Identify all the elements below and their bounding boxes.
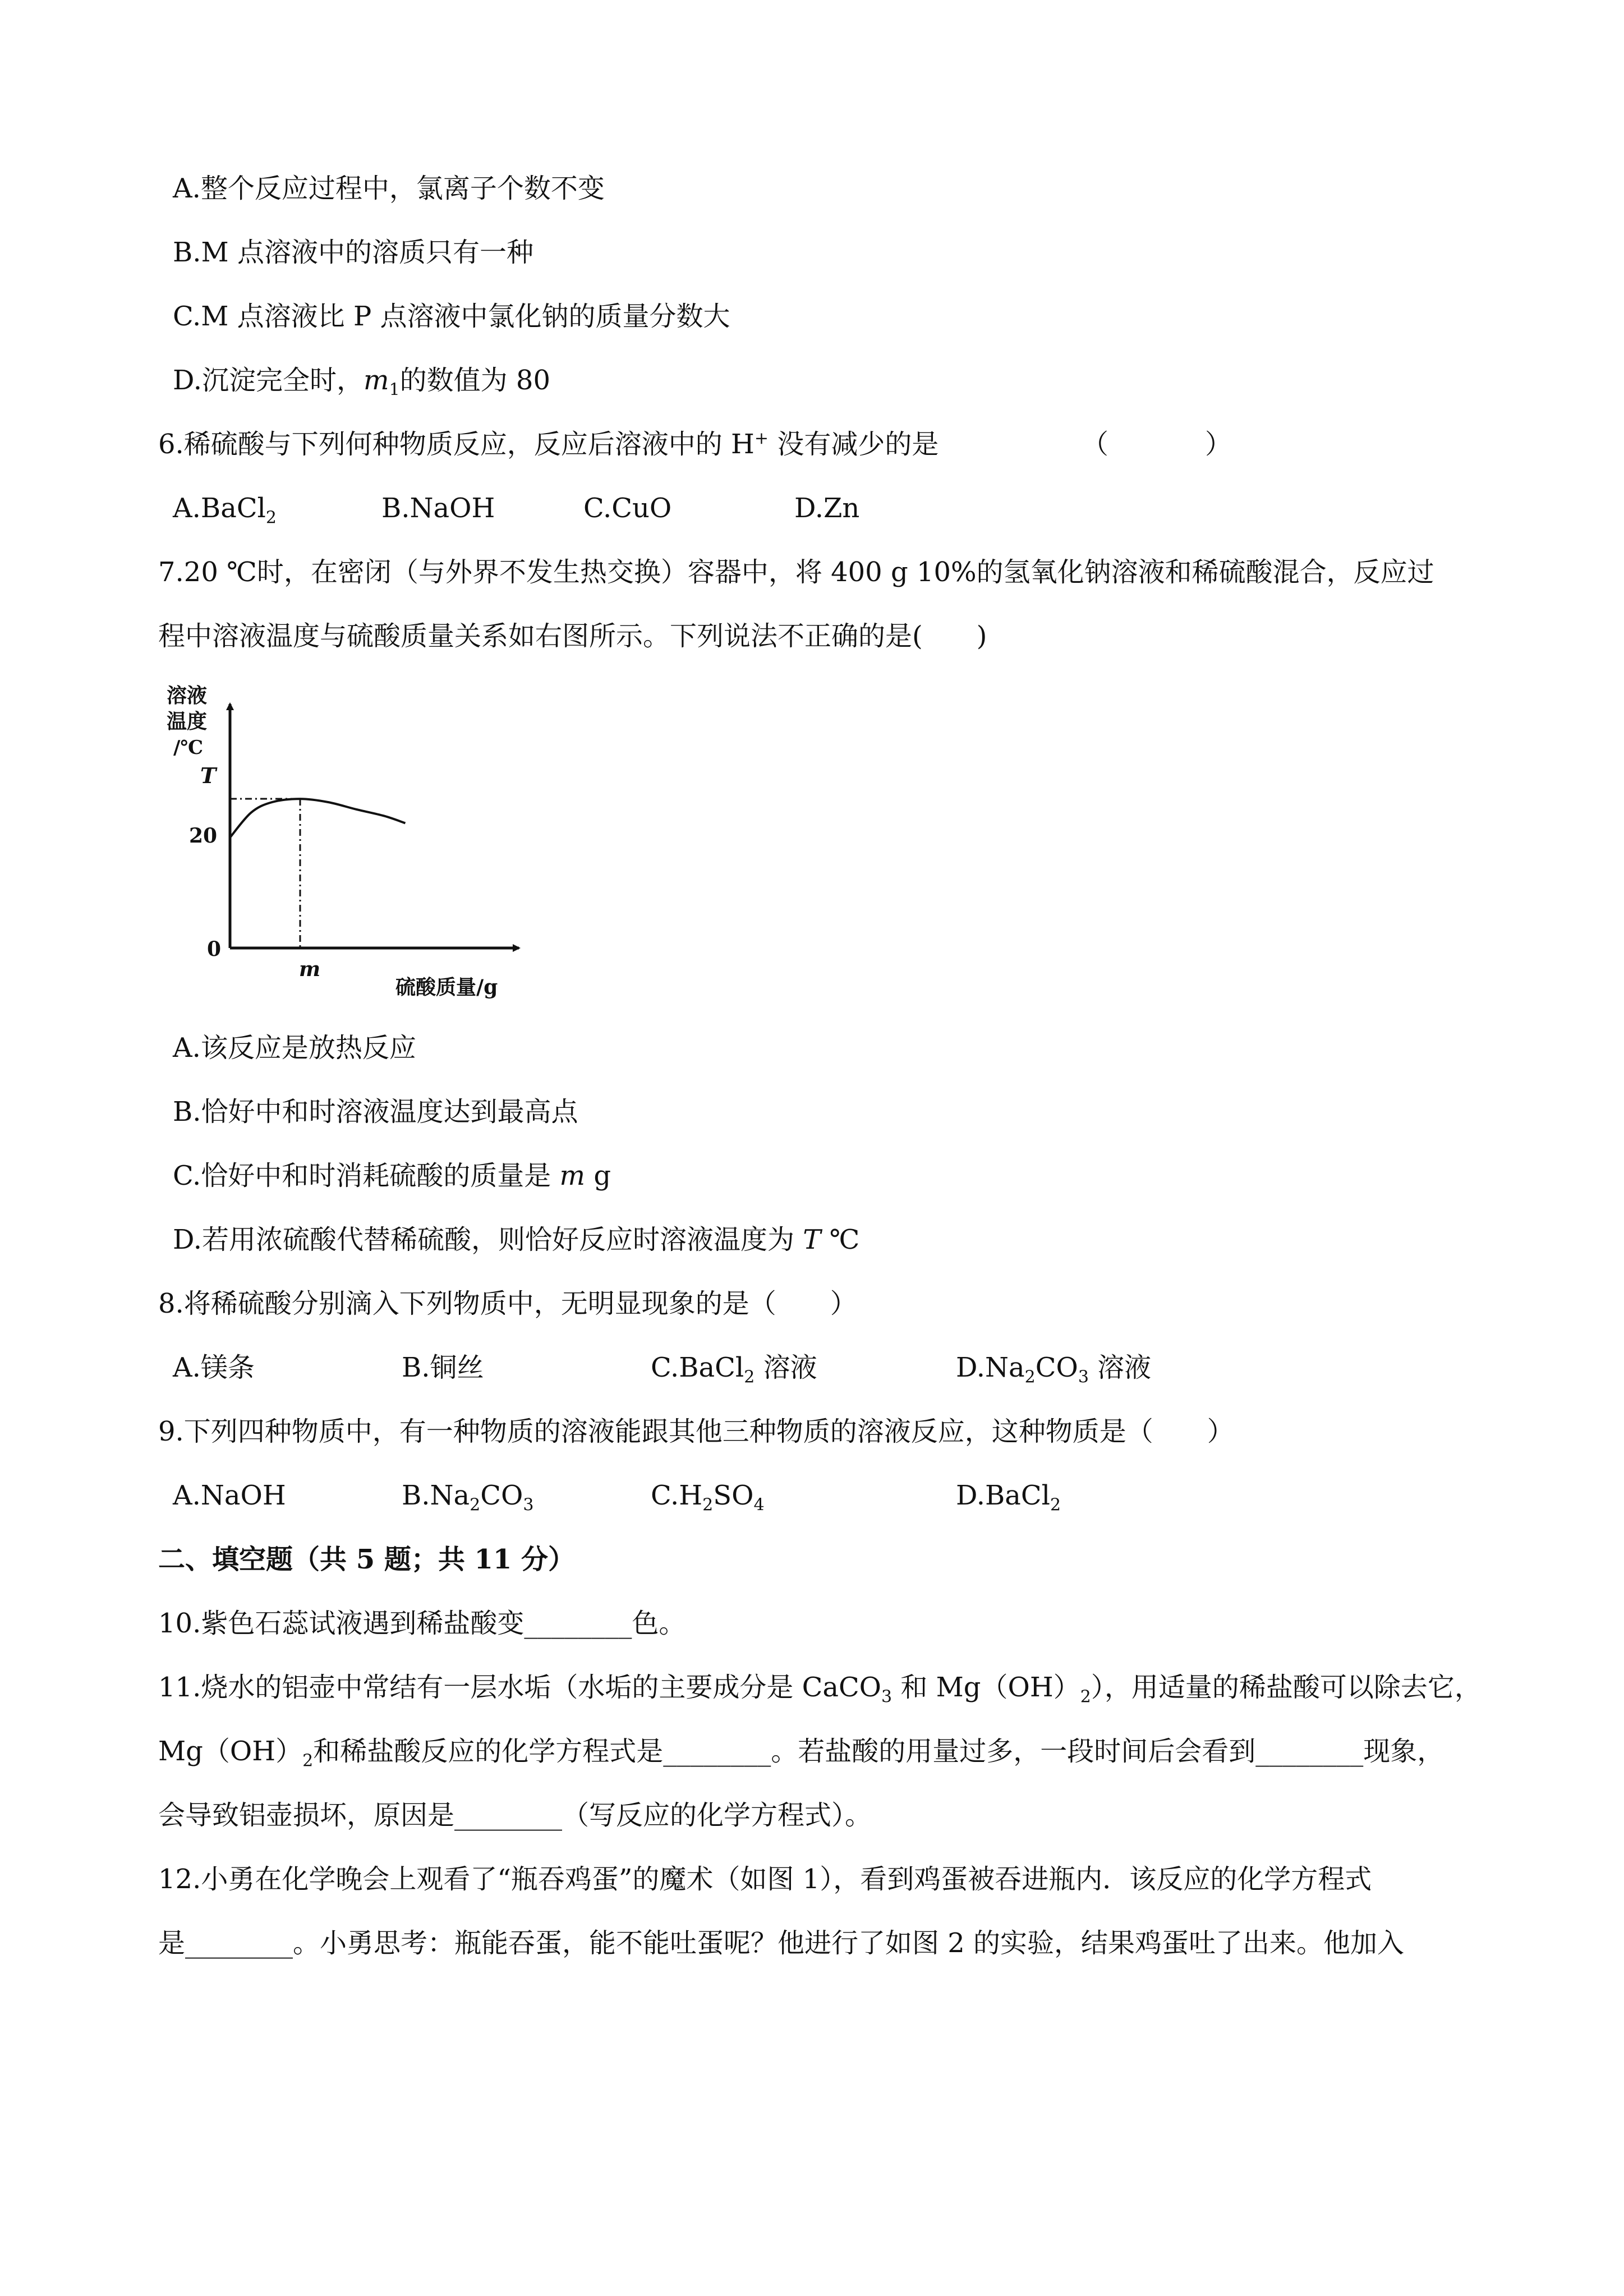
y-axis-label-1: 溶液 [167, 684, 208, 707]
q8-option-d-sub1: 2 [1024, 1367, 1036, 1387]
q11-line-2 [158, 1734, 1444, 1771]
q11-line-2-sub: 2 [302, 1751, 314, 1771]
q11-line-1-sub2: 2 [1080, 1687, 1091, 1707]
temperature-chart [160, 679, 530, 1004]
q6-options [0, 491, 1624, 528]
q9-options [0, 1479, 1624, 1515]
q8-option-a: A.镁条 [173, 1352, 255, 1383]
temperature-curve [230, 799, 406, 838]
q5-option-c-text: C.M 点溶液比 P 点溶液中氯化钠的质量分数大 [173, 301, 730, 332]
q9-option-c-sub2: 4 [753, 1495, 765, 1515]
q7-option-b: B.恰好中和时溶液温度达到最高点 [173, 1096, 578, 1128]
q5-option-d-pre: D.沉淀完全时， [173, 365, 364, 396]
q8-option-c [651, 1351, 817, 1387]
q11-line-1-pre: 11.烧水的铝壶中常结有一层水垢（水垢的主要成分是 CaCO [158, 1672, 882, 1703]
q11-line-1 [158, 1671, 1482, 1707]
q6-option-b: B.NaOH [381, 493, 495, 524]
q8-option-c-pre: C.BaCl [651, 1352, 744, 1383]
q10-stem: 10.紫色石蕊试液遇到稀盐酸变________色。 [158, 1608, 686, 1639]
q8-stem: 8.将稀硫酸分别滴入下列物质中，无明显现象的是（ ） [158, 1288, 857, 1319]
q7-option-c-pre: C.恰好中和时消耗硫酸的质量是 [173, 1160, 560, 1191]
q7-option-d-var: T [803, 1224, 821, 1255]
q7-stem-line-2: 程中溶液温度与硫酸质量关系如右图所示。下列说法不正确的是( ) [158, 620, 987, 652]
q8-option-d [956, 1351, 1152, 1387]
q9-option-b-sub2: 3 [523, 1495, 534, 1515]
q8-option-c-sub: 2 [744, 1367, 755, 1387]
q12-line-1: 12.小勇在化学晚会上观看了“瓶吞鸡蛋”的魔术（如图 1），看到鸡蛋被吞进瓶内．该反应的化学方程式 [158, 1864, 1372, 1895]
q8-option-d-pre: D.Na [956, 1352, 1025, 1383]
q12-line-2: 是________。小勇思考：瓶能吞蛋，能不能吐蛋呢？他进行了如图 2 的实验，结果鸡蛋吐了出来。他加入 [158, 1927, 1405, 1959]
q11-line-2-post: 和稀盐酸反应的化学方程式是________。若盐酸的用量过多，一段时间后会看到________现象， [313, 1736, 1444, 1767]
section-2-title: 二、填空题（共 5 题；共 11 分） [158, 1544, 576, 1575]
y-tick-t: T [200, 763, 217, 788]
q8-option-d-mid: CO [1035, 1352, 1078, 1383]
y-axis-label-3: /℃ [173, 737, 204, 759]
q8-option-b: B.铜丝 [402, 1352, 484, 1383]
q9-option-c-mid: SO [713, 1480, 754, 1511]
q5-option-d-post: 的数值为 80 [399, 365, 550, 396]
q9-option-c [651, 1479, 765, 1515]
q9-option-c-sub1: 2 [702, 1495, 714, 1515]
q8-options [0, 1351, 1624, 1387]
q11-line-2-pre: Mg（OH） [158, 1736, 303, 1767]
x-axis-label: 硫酸质量/g [395, 976, 498, 999]
q9-option-b [402, 1479, 534, 1515]
q11-line-1-mid: 和 Mg（OH） [892, 1672, 1080, 1703]
q9-option-b-sub1: 2 [470, 1495, 481, 1515]
q9-option-b-pre: B.Na [402, 1480, 470, 1511]
q9-option-d [956, 1479, 1061, 1515]
q5-option-d [173, 364, 550, 400]
q5-option-b-text: B.M 点溶液中的溶质只有一种 [173, 237, 533, 268]
q5-option-d-sub: 1 [389, 380, 400, 400]
q7-option-c-var: m [559, 1160, 586, 1191]
y-tick-20: 20 [189, 824, 218, 848]
q8-option-d-sub2: 3 [1078, 1367, 1089, 1387]
q6-stem-sup: + [754, 429, 769, 448]
q5-option-d-var: m [364, 365, 389, 396]
q11-line-3: 会导致铝壶损坏，原因是________（写反应的化学方程式）。 [158, 1800, 872, 1831]
q9-stem: 9.下列四种物质中，有一种物质的溶液能跟其他三种物质的溶液反应，这种物质是（ ） [158, 1416, 1234, 1447]
q6-answer-paren-close: ） [1205, 429, 1232, 460]
q6-option-a-text: A.BaCl [173, 493, 266, 524]
q7-option-a: A.该反应是放热反应 [173, 1032, 416, 1064]
q6-option-d: D.Zn [794, 493, 860, 524]
y-tick-0: 0 [207, 937, 222, 961]
x-tick-m: m [299, 958, 321, 981]
q6-stem-pre: 6.稀硫酸与下列何种物质反应，反应后溶液中的 H [158, 429, 755, 460]
q7-option-c [173, 1159, 611, 1193]
q6-stem [158, 427, 938, 461]
q9-option-c-pre: C.H [651, 1480, 703, 1511]
q8-option-c-post: 溶液 [755, 1352, 817, 1383]
q6-stem-post: 没有减少的是 [769, 429, 939, 460]
q5-option-b [173, 236, 533, 269]
q11-line-1-sub1: 3 [881, 1687, 892, 1707]
q7-option-d-pre: D.若用浓硫酸代替稀硫酸，则恰好反应时溶液温度为 [173, 1224, 803, 1255]
q7-option-d [173, 1223, 859, 1257]
y-axis-label-2: 温度 [167, 710, 208, 733]
q7-option-c-post: g [585, 1160, 611, 1191]
q7-option-d-post: ℃ [821, 1224, 860, 1255]
q9-option-d-pre: D.BaCl [956, 1480, 1050, 1511]
q6-option-a-sub: 2 [265, 508, 277, 528]
q6-answer-paren-open: （ [1082, 429, 1109, 460]
q5-option-c [173, 300, 730, 333]
q7-stem-line-1: 7.20 ℃时，在密闭（与外界不发生热交换）容器中，将 400 g 10%的氢氧化钠溶液和稀硫酸混合，反应过 [158, 556, 1434, 588]
q5-option-a-text: A.整个反应过程中，氯离子个数不变 [173, 173, 605, 204]
q9-option-d-sub: 2 [1050, 1495, 1061, 1515]
q11-line-1-post: ），用适量的稀盐酸可以除去它， [1091, 1672, 1482, 1703]
q9-option-a: A.NaOH [173, 1480, 286, 1511]
q6-option-c: C.CuO [583, 493, 672, 524]
q8-option-d-post: 溶液 [1088, 1352, 1152, 1383]
q9-option-b-mid: CO [480, 1480, 523, 1511]
q5-option-a [173, 172, 605, 205]
q6-option-a [173, 491, 277, 528]
